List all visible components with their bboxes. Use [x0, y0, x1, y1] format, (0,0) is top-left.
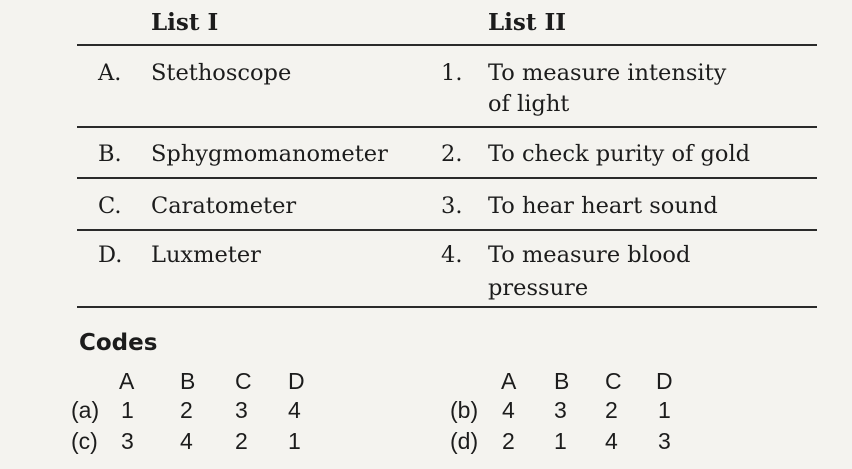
codes-header-d-right: D — [656, 368, 673, 394]
row-c-letter: C. — [98, 193, 122, 219]
row-b-letter: B. — [98, 141, 122, 167]
row-b-item: Sphygmomanometer — [151, 141, 388, 167]
list1-header: List I — [151, 9, 219, 36]
row-d-desc-line2: pressure — [488, 275, 589, 301]
option-c-label: (c) — [71, 428, 98, 454]
option-d-value-1: 2 — [502, 428, 515, 454]
codes-header-b-left: B — [180, 368, 196, 394]
codes-header-b-right: B — [554, 368, 570, 394]
codes-title: Codes — [79, 330, 158, 356]
row-d-letter: D. — [98, 242, 123, 268]
option-d-value-2: 1 — [554, 428, 567, 454]
option-c-value-4: 1 — [288, 428, 301, 454]
codes-header-a-right: A — [501, 368, 517, 394]
codes-header-a-left: A — [119, 368, 135, 394]
option-c-value-2: 4 — [180, 428, 193, 454]
list2-header: List II — [488, 9, 567, 36]
option-b-value-4: 1 — [658, 397, 671, 423]
option-b-value-1: 4 — [502, 397, 515, 423]
option-d-label: (d) — [450, 428, 479, 454]
option-b-label: (b) — [450, 397, 479, 423]
option-d-value-4: 3 — [658, 428, 671, 454]
option-a-value-2: 2 — [180, 397, 193, 423]
row-a-num: 1. — [441, 60, 463, 86]
option-a-label: (a) — [71, 397, 100, 423]
row-a-item: Stethoscope — [151, 60, 292, 86]
option-b-value-2: 3 — [554, 397, 567, 423]
option-a-value-1: 1 — [121, 397, 134, 423]
row-rule-b — [77, 177, 817, 179]
row-rule-d — [77, 306, 817, 308]
option-c-value-1: 3 — [121, 428, 134, 454]
row-a-letter: A. — [98, 60, 122, 86]
option-a-value-3: 3 — [235, 397, 248, 423]
row-b-desc-line1: To check purity of gold — [488, 141, 751, 167]
row-c-num: 3. — [441, 193, 463, 219]
option-b-value-3: 2 — [605, 397, 618, 423]
row-d-num: 4. — [441, 242, 463, 268]
codes-header-c-right: C — [605, 368, 622, 394]
row-a-desc-line1: To measure intensity — [488, 60, 727, 86]
header-rule — [77, 44, 817, 46]
row-c-item: Caratometer — [151, 193, 297, 219]
row-b-num: 2. — [441, 141, 463, 167]
option-c-value-3: 2 — [235, 428, 248, 454]
row-c-desc-line1: To hear heart sound — [488, 193, 718, 219]
codes-header-d-left: D — [288, 368, 305, 394]
row-a-desc-line2: of light — [488, 91, 570, 117]
row-rule-a — [77, 126, 817, 128]
option-d-value-3: 4 — [605, 428, 618, 454]
codes-header-c-left: C — [235, 368, 252, 394]
row-d-desc-line1: To measure blood — [488, 242, 691, 268]
row-rule-c — [77, 229, 817, 231]
option-a-value-4: 4 — [288, 397, 301, 423]
row-d-item: Luxmeter — [151, 242, 261, 268]
